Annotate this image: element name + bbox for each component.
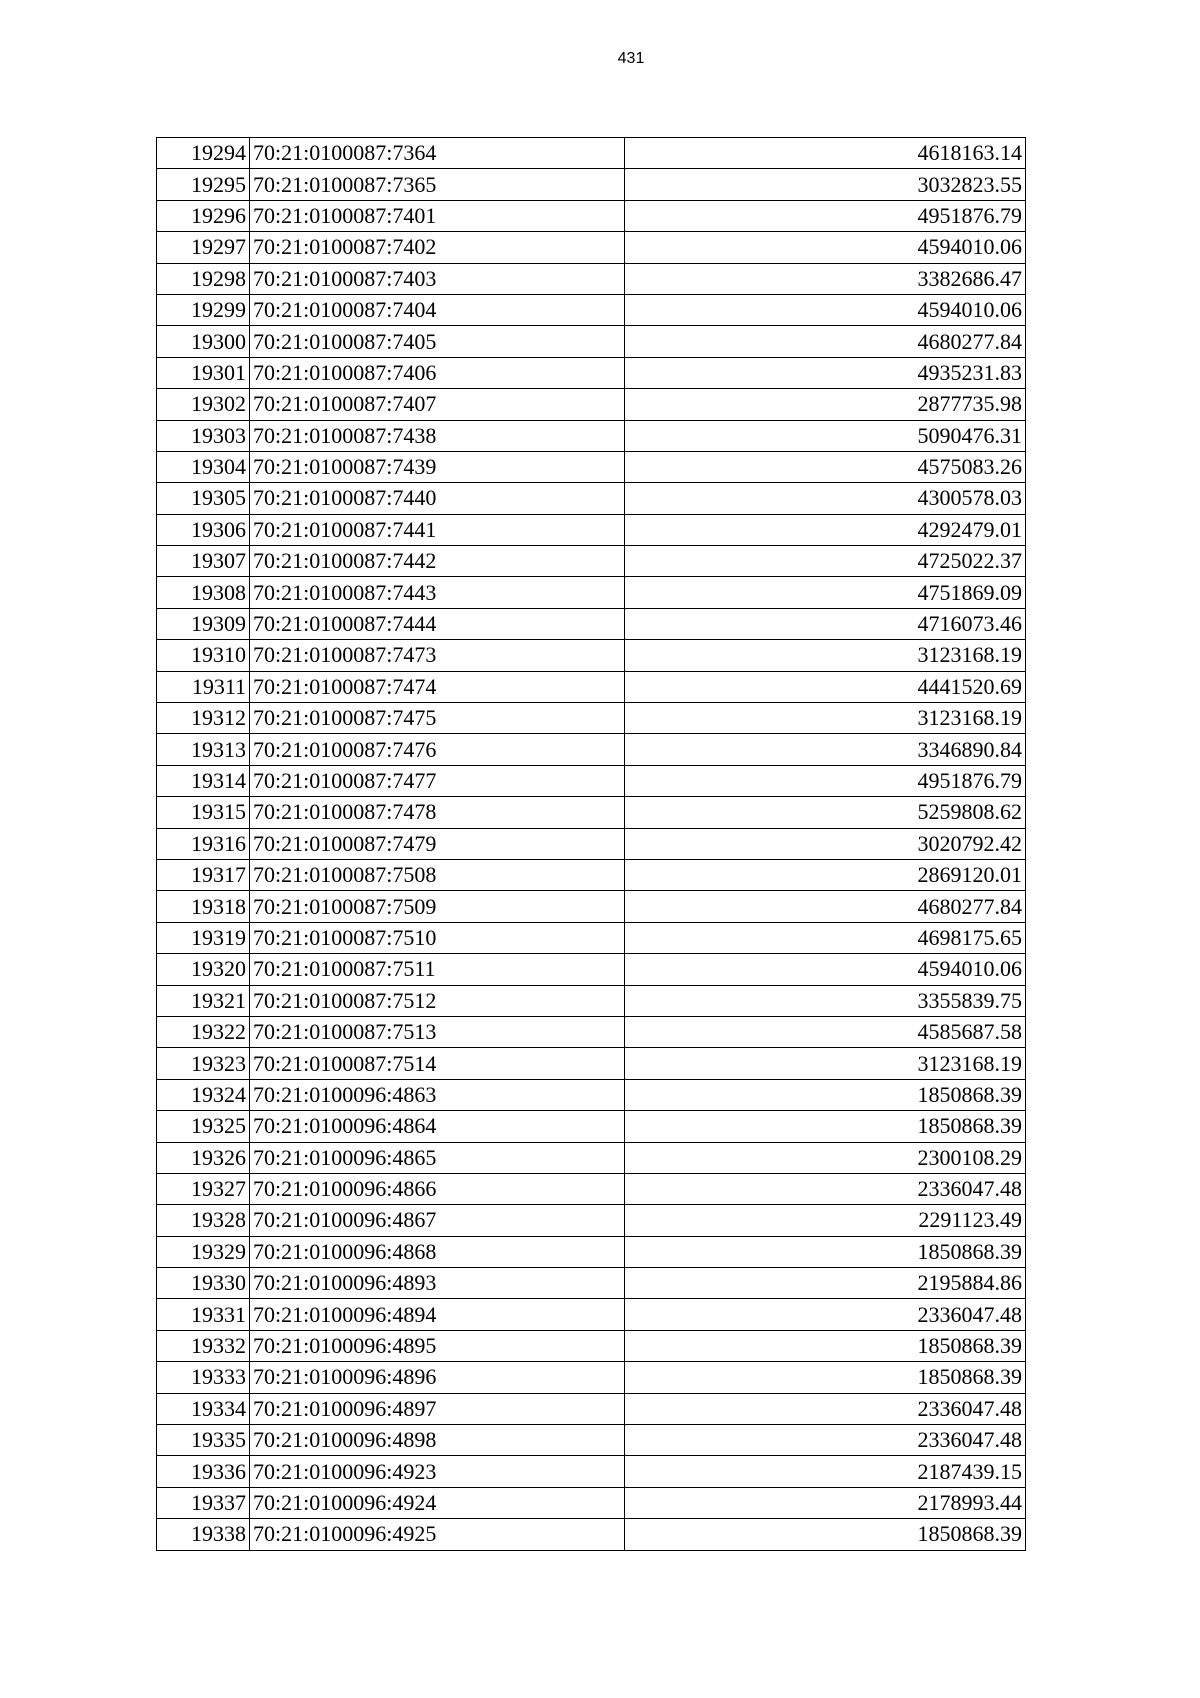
table-row (157, 1519, 1026, 1550)
cadastral-value-cell: 4716073.46 (625, 608, 1026, 639)
table-row (157, 1016, 1026, 1047)
table-row (157, 671, 1026, 702)
cadastral-number-cell: 70:21:0100087:7443 (250, 577, 625, 608)
table-row (157, 640, 1026, 671)
cadastral-value-cell: 4618163.14 (625, 138, 1026, 169)
table-row (157, 703, 1026, 734)
cadastral-number-cell: 70:21:0100087:7406 (250, 357, 625, 388)
cadastral-value-cell: 4951876.79 (625, 765, 1026, 796)
cadastral-value-cell: 4300578.03 (625, 483, 1026, 514)
cadastral-number-cell: 70:21:0100087:7403 (250, 263, 625, 294)
cadastral-number-cell: 70:21:0100087:7512 (250, 985, 625, 1016)
row-number-cell: 19303 (157, 420, 250, 451)
cadastral-value-cell: 2336047.48 (625, 1173, 1026, 1204)
cadastral-value-cell: 1850868.39 (625, 1330, 1026, 1361)
cadastral-number-cell: 70:21:0100087:7474 (250, 671, 625, 702)
row-number-cell: 19331 (157, 1299, 250, 1330)
row-number-cell: 19299 (157, 294, 250, 325)
cadastral-value-cell: 5090476.31 (625, 420, 1026, 451)
cadastral-value-cell: 4585687.58 (625, 1016, 1026, 1047)
cadastral-number-cell: 70:21:0100096:4898 (250, 1425, 625, 1456)
row-number-cell: 19319 (157, 922, 250, 953)
cadastral-number-cell: 70:21:0100087:7404 (250, 294, 625, 325)
cadastral-number-cell: 70:21:0100087:7510 (250, 922, 625, 953)
table-row (157, 577, 1026, 608)
table-row (157, 1425, 1026, 1456)
cadastral-value-cell: 4951876.79 (625, 200, 1026, 231)
cadastral-value-cell: 1850868.39 (625, 1111, 1026, 1142)
page-number: 431 (617, 50, 645, 67)
table-row (157, 1393, 1026, 1424)
cadastral-number-cell: 70:21:0100096:4925 (250, 1519, 625, 1550)
table-row (157, 263, 1026, 294)
row-number-cell: 19328 (157, 1205, 250, 1236)
table-body (157, 138, 1026, 1551)
row-number-cell: 19320 (157, 954, 250, 985)
row-number-cell: 19330 (157, 1268, 250, 1299)
cadastral-value-cell: 2336047.48 (625, 1393, 1026, 1424)
table-row (157, 922, 1026, 953)
table-row (157, 326, 1026, 357)
table-row (157, 734, 1026, 765)
row-number-cell: 19297 (157, 232, 250, 263)
table-row (157, 294, 1026, 325)
table-row (157, 389, 1026, 420)
cadastral-number-cell: 70:21:0100096:4894 (250, 1299, 625, 1330)
cadastral-number-cell: 70:21:0100087:7513 (250, 1016, 625, 1047)
cadastral-number-cell: 70:21:0100087:7402 (250, 232, 625, 263)
table-row (157, 828, 1026, 859)
table-row (157, 891, 1026, 922)
cadastral-number-cell: 70:21:0100087:7473 (250, 640, 625, 671)
cadastral-value-cell: 1850868.39 (625, 1236, 1026, 1267)
cadastral-value-cell: 3123168.19 (625, 1048, 1026, 1079)
cadastral-number-cell: 70:21:0100087:7401 (250, 200, 625, 231)
cadastral-number-cell: 70:21:0100087:7444 (250, 608, 625, 639)
cadastral-number-cell: 70:21:0100096:4895 (250, 1330, 625, 1361)
cadastral-number-cell: 70:21:0100087:7441 (250, 514, 625, 545)
table-row (157, 1236, 1026, 1267)
cadastral-number-cell: 70:21:0100096:4865 (250, 1142, 625, 1173)
cadastral-value-cell: 2877735.98 (625, 389, 1026, 420)
table-row (157, 1330, 1026, 1361)
row-number-cell: 19298 (157, 263, 250, 294)
cadastral-number-cell: 70:21:0100087:7479 (250, 828, 625, 859)
cadastral-number-cell: 70:21:0100087:7365 (250, 169, 625, 200)
table-row (157, 1048, 1026, 1079)
cadastral-value-cell: 4680277.84 (625, 326, 1026, 357)
row-number-cell: 19335 (157, 1425, 250, 1456)
table-row (157, 169, 1026, 200)
cadastral-value-cell: 4594010.06 (625, 954, 1026, 985)
table-row (157, 1299, 1026, 1330)
table-row (157, 483, 1026, 514)
row-number-cell: 19337 (157, 1487, 250, 1518)
row-number-cell: 19307 (157, 546, 250, 577)
cadastral-number-cell: 70:21:0100087:7509 (250, 891, 625, 922)
row-number-cell: 19316 (157, 828, 250, 859)
cadastral-number-cell: 70:21:0100087:7511 (250, 954, 625, 985)
table-row (157, 546, 1026, 577)
table-row (157, 985, 1026, 1016)
table-row (157, 1456, 1026, 1487)
table-row (157, 797, 1026, 828)
row-number-cell: 19321 (157, 985, 250, 1016)
row-number-cell: 19318 (157, 891, 250, 922)
row-number-cell: 19295 (157, 169, 250, 200)
table-row (157, 357, 1026, 388)
cadastral-number-cell: 70:21:0100087:7476 (250, 734, 625, 765)
cadastral-number-cell: 70:21:0100096:4896 (250, 1362, 625, 1393)
row-number-cell: 19333 (157, 1362, 250, 1393)
cadastral-number-cell: 70:21:0100087:7508 (250, 859, 625, 890)
cadastral-value-cell: 2336047.48 (625, 1299, 1026, 1330)
row-number-cell: 19305 (157, 483, 250, 514)
cadastral-number-cell: 70:21:0100087:7438 (250, 420, 625, 451)
cadastral-value-cell: 1850868.39 (625, 1079, 1026, 1110)
row-number-cell: 19308 (157, 577, 250, 608)
row-number-cell: 19336 (157, 1456, 250, 1487)
row-number-cell: 19322 (157, 1016, 250, 1047)
cadastral-value-cell: 2869120.01 (625, 859, 1026, 890)
cadastral-number-cell: 70:21:0100087:7442 (250, 546, 625, 577)
cadastral-value-cell: 4441520.69 (625, 671, 1026, 702)
cadastral-value-cell: 2336047.48 (625, 1425, 1026, 1456)
cadastral-value-cell: 3123168.19 (625, 640, 1026, 671)
row-number-cell: 19334 (157, 1393, 250, 1424)
table-row (157, 200, 1026, 231)
cadastral-number-cell: 70:21:0100087:7475 (250, 703, 625, 734)
cadastral-value-cell: 3346890.84 (625, 734, 1026, 765)
cadastral-value-cell: 5259808.62 (625, 797, 1026, 828)
row-number-cell: 19332 (157, 1330, 250, 1361)
table-row (157, 859, 1026, 890)
cadastral-value-cell: 2291123.49 (625, 1205, 1026, 1236)
cadastral-number-cell: 70:21:0100087:7364 (250, 138, 625, 169)
cadastral-number-cell: 70:21:0100096:4866 (250, 1173, 625, 1204)
cadastral-value-cell: 4698175.65 (625, 922, 1026, 953)
table-row (157, 451, 1026, 482)
row-number-cell: 19324 (157, 1079, 250, 1110)
table-row (157, 1142, 1026, 1173)
row-number-cell: 19306 (157, 514, 250, 545)
row-number-cell: 19296 (157, 200, 250, 231)
cadastral-number-cell: 70:21:0100096:4863 (250, 1079, 625, 1110)
row-number-cell: 19329 (157, 1236, 250, 1267)
table-row (157, 954, 1026, 985)
cadastral-value-cell: 3382686.47 (625, 263, 1026, 294)
row-number-cell: 19327 (157, 1173, 250, 1204)
row-number-cell: 19300 (157, 326, 250, 357)
row-number-cell: 19312 (157, 703, 250, 734)
cadastral-value-cell: 4680277.84 (625, 891, 1026, 922)
row-number-cell: 19325 (157, 1111, 250, 1142)
table-row (157, 1111, 1026, 1142)
table-row (157, 514, 1026, 545)
table-row (157, 765, 1026, 796)
cadastral-value-cell: 2178993.44 (625, 1487, 1026, 1518)
cadastral-value-cell: 3020792.42 (625, 828, 1026, 859)
row-number-cell: 19313 (157, 734, 250, 765)
cadastral-number-cell: 70:21:0100096:4923 (250, 1456, 625, 1487)
cadastral-number-cell: 70:21:0100096:4867 (250, 1205, 625, 1236)
cadastral-value-cell: 4292479.01 (625, 514, 1026, 545)
cadastral-number-cell: 70:21:0100087:7514 (250, 1048, 625, 1079)
table-row (157, 608, 1026, 639)
row-number-cell: 19317 (157, 859, 250, 890)
table-row (157, 420, 1026, 451)
cadastral-value-cell: 3355839.75 (625, 985, 1026, 1016)
cadastral-number-cell: 70:21:0100096:4897 (250, 1393, 625, 1424)
cadastral-number-cell: 70:21:0100087:7477 (250, 765, 625, 796)
cadastral-value-cell: 2195884.86 (625, 1268, 1026, 1299)
cadastral-value-cell: 2187439.15 (625, 1456, 1026, 1487)
cadastral-value-cell: 1850868.39 (625, 1362, 1026, 1393)
row-number-cell: 19326 (157, 1142, 250, 1173)
cadastral-number-cell: 70:21:0100096:4868 (250, 1236, 625, 1267)
cadastral-value-cell: 4751869.09 (625, 577, 1026, 608)
row-number-cell: 19323 (157, 1048, 250, 1079)
row-number-cell: 19301 (157, 357, 250, 388)
table-row (157, 1079, 1026, 1110)
table-row (157, 232, 1026, 263)
cadastral-value-cell: 3032823.55 (625, 169, 1026, 200)
table-row (157, 1362, 1026, 1393)
table-row (157, 138, 1026, 169)
table-row (157, 1268, 1026, 1299)
cadastral-value-cell: 2300108.29 (625, 1142, 1026, 1173)
row-number-cell: 19314 (157, 765, 250, 796)
cadastral-number-cell: 70:21:0100087:7440 (250, 483, 625, 514)
cadastral-value-table (156, 137, 1026, 1551)
cadastral-number-cell: 70:21:0100096:4924 (250, 1487, 625, 1518)
cadastral-value-cell: 3123168.19 (625, 703, 1026, 734)
cadastral-value-cell: 4575083.26 (625, 451, 1026, 482)
row-number-cell: 19302 (157, 389, 250, 420)
cadastral-value-cell: 4594010.06 (625, 232, 1026, 263)
cadastral-number-cell: 70:21:0100087:7407 (250, 389, 625, 420)
row-number-cell: 19315 (157, 797, 250, 828)
cadastral-value-cell: 1850868.39 (625, 1519, 1026, 1550)
row-number-cell: 19310 (157, 640, 250, 671)
row-number-cell: 19309 (157, 608, 250, 639)
row-number-cell: 19338 (157, 1519, 250, 1550)
cadastral-number-cell: 70:21:0100087:7405 (250, 326, 625, 357)
cadastral-value-cell: 4594010.06 (625, 294, 1026, 325)
cadastral-number-cell: 70:21:0100087:7478 (250, 797, 625, 828)
cadastral-number-cell: 70:21:0100096:4864 (250, 1111, 625, 1142)
table-row (157, 1173, 1026, 1204)
table-row (157, 1487, 1026, 1518)
table-row (157, 1205, 1026, 1236)
cadastral-number-cell: 70:21:0100087:7439 (250, 451, 625, 482)
cadastral-value-cell: 4935231.83 (625, 357, 1026, 388)
cadastral-value-cell: 4725022.37 (625, 546, 1026, 577)
row-number-cell: 19311 (157, 671, 250, 702)
cadastral-number-cell: 70:21:0100096:4893 (250, 1268, 625, 1299)
row-number-cell: 19294 (157, 138, 250, 169)
row-number-cell: 19304 (157, 451, 250, 482)
